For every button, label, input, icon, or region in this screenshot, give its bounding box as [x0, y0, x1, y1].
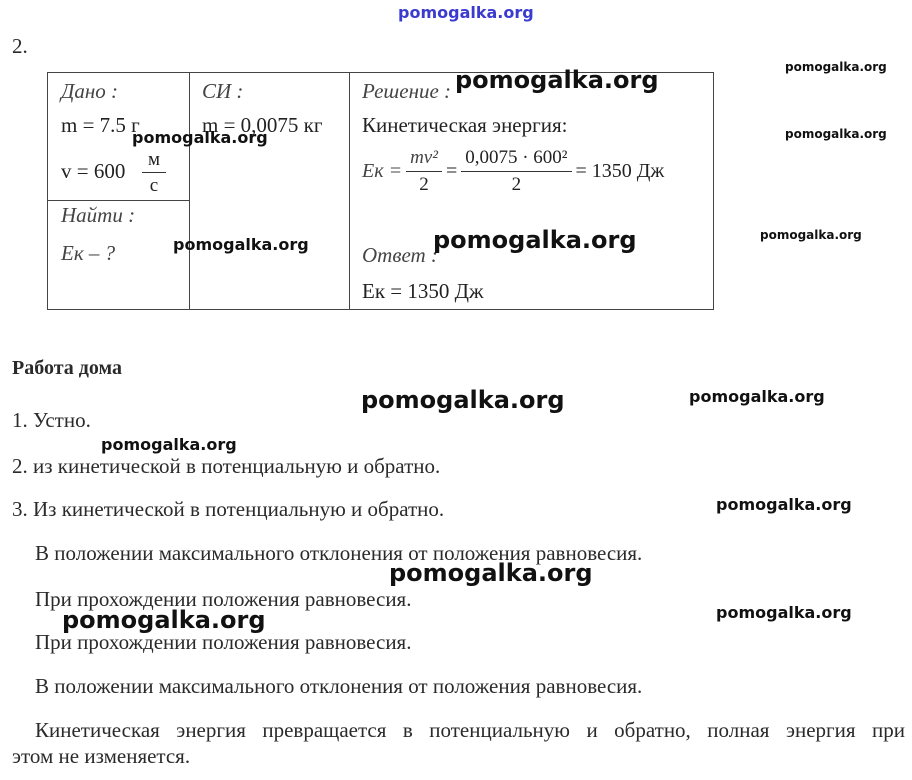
watermark: pomogalka.org	[716, 603, 852, 622]
watermark: pomogalka.org	[433, 226, 637, 254]
homework-line-5: При прохождении положения равновесия.	[35, 587, 412, 611]
watermark: pomogalka.org	[173, 235, 309, 254]
find-quantity: Eк – ?	[61, 241, 116, 265]
watermark: pomogalka.org	[716, 495, 852, 514]
watermark: pomogalka.org	[62, 606, 266, 634]
solution-label: Решение :	[362, 79, 452, 103]
eq-fraction-1	[406, 147, 442, 196]
homework-line-1: 1. Устно.	[12, 408, 91, 432]
given-label: Дано :	[61, 79, 119, 103]
answer-label: Ответ :	[362, 243, 438, 267]
homework-line-6: При прохождении положения равновесия.	[35, 630, 412, 654]
velocity-unit-den: с	[149, 175, 159, 196]
velocity-unit-num: м	[142, 149, 166, 173]
eq-frac1-den: 2	[419, 174, 429, 195]
eq-frac1-num: mv²	[406, 147, 442, 172]
si-cell	[190, 73, 350, 310]
eq-result: = 1350 Дж	[575, 160, 665, 182]
watermark: pomogalka.org	[785, 60, 887, 74]
velocity-unit	[142, 149, 166, 197]
si-label: СИ :	[202, 79, 244, 103]
watermark: pomogalka.org	[455, 66, 659, 94]
task-table	[47, 72, 714, 310]
eq-equals: =	[445, 160, 458, 182]
solution-subtitle: Кинетическая энергия:	[362, 113, 568, 137]
homework-line-9: этом не изменяется.	[12, 744, 191, 768]
eq-lhs: Eк =	[362, 160, 403, 182]
given-velocity: v = 600	[61, 159, 126, 183]
eq-fraction-2	[461, 147, 571, 196]
watermark: pomogalka.org	[132, 128, 268, 147]
given-mass: m = 7.5 г	[61, 113, 140, 137]
homework-line-4: В положении максимального отклонения от положения равновесия.	[35, 541, 643, 565]
eq-frac2-den: 2	[511, 174, 522, 195]
watermark: pomogalka.org	[689, 387, 825, 406]
watermark: pomogalka.org	[760, 228, 862, 242]
eq-frac2-num: 0,0075 · 600²	[461, 147, 571, 172]
watermark: pomogalka.org	[361, 386, 565, 414]
watermark: pomogalka.org	[389, 559, 593, 587]
answer-value: Eк = 1350 Дж	[362, 279, 484, 303]
energy-equation	[362, 147, 664, 196]
find-label: Найти :	[61, 203, 136, 227]
homework-line-2: 2. из кинетической в потенциальную и обратно.	[12, 454, 441, 478]
homework-line-7: В положении максимального отклонения от положения равновесия.	[35, 674, 643, 698]
homework-heading: Работа дома	[12, 357, 122, 379]
si-mass: m = 0,0075 кг	[202, 113, 323, 137]
solution-cell	[350, 73, 714, 310]
find-cell	[48, 201, 190, 310]
watermark: pomogalka.org	[101, 435, 237, 454]
watermark: pomogalka.org	[785, 127, 887, 141]
homework-line-8: Кинетическая энергия превращается в потенциальную и обратно, полная энергия при	[35, 718, 905, 742]
watermark-top: pomogalka.org	[398, 3, 534, 22]
task-number: 2.	[12, 34, 28, 58]
homework-line-3: 3. Из кинетической в потенциальную и обратно.	[12, 497, 445, 521]
